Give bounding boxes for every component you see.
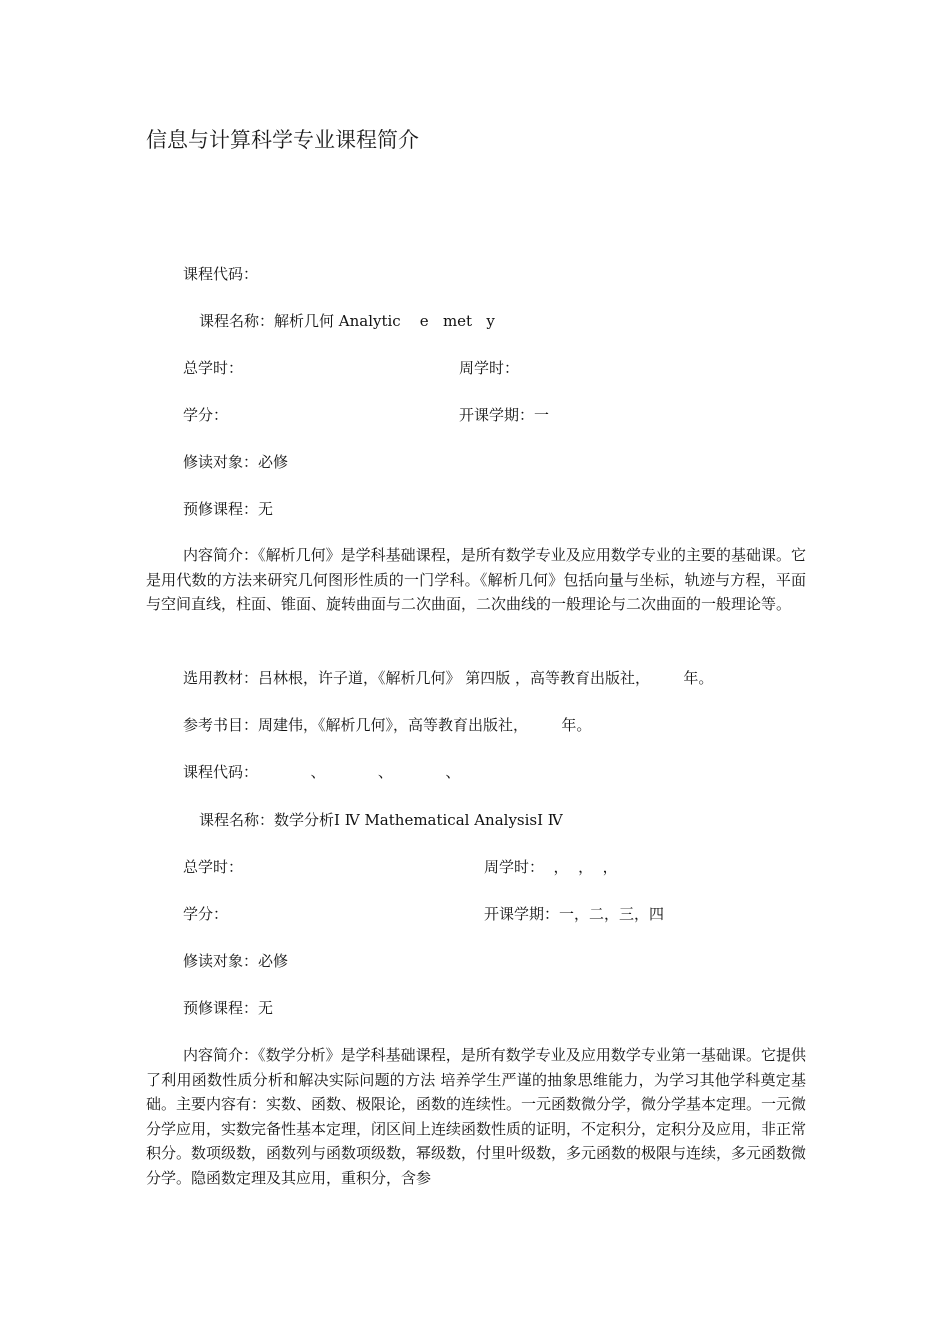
course1-total-hours: 总学时： <box>183 359 244 377</box>
course1-name: 课程名称：解析几何 Analytic e met y <box>199 312 495 330</box>
course2-code: 课程代码： 、 、 、 <box>183 763 461 781</box>
course2-total-hours: 总学时： <box>183 858 244 876</box>
course1-credits: 学分： <box>183 406 229 424</box>
course1-audience: 修读对象：必修 <box>183 453 289 471</box>
page-title: 信息与计算科学专业课程简介 <box>146 128 419 152</box>
course1-reference: 参考书目：周建伟，《解析几何》，高等教育出版社， 年。 <box>183 716 592 734</box>
course1-prereq: 预修课程：无 <box>183 500 274 518</box>
course2-prereq: 预修课程：无 <box>183 999 274 1017</box>
course1-code: 课程代码： <box>183 265 259 283</box>
course2-credits: 学分： <box>183 905 229 923</box>
course1-weekly-hours: 周学时： <box>459 359 520 377</box>
course2-weekly-hours: 周学时： ， ， ， <box>484 858 618 876</box>
course2-intro: 内容简介：《数学分析》是学科基础课程，是所有数学专业及应用数学专业第一基础课。它提供了利用函数性质分析和解决实际问题的方法 培养学生严谨的抽象思维能力，为学习其他学科奠定基础。主要内容有：实数、函数、极限论，函数的连续性。一元函数微分学，微分学基本定理。一元微分学应用，实数完备性基本定理，闭区间上连续函数性质的证明，不定积分，定积分及应用，非正常积分。数项级数，函数列与函数项级数，幂级数，付里叶级数，多元函数的极限与连续，多元函数微分学。隐函数定理及其应用，重积分，含参 <box>146 1046 807 1187</box>
course1-textbook: 选用教材：吕林根，许子道，《解析几何》 第四版 ，高等教育出版社， 年。 <box>183 669 714 687</box>
course2-semester: 开课学期：一，二，三，四 <box>484 905 665 923</box>
course1-intro: 内容简介：《解析几何》是学科基础课程，是所有数学专业及应用数学专业的主要的基础课。它是用代数的方法来研究几何图形性质的一门学科。《解析几何》包括向量与坐标，轨迹与方程，平面与空间直线，柱面、锥面、旋转曲面与二次曲面，二次曲线的一般理论与二次曲面的一般理论等。 <box>146 546 806 613</box>
course2-name: 课程名称：数学分析Ⅰ Ⅳ Mathematical AnalysisⅠ Ⅳ <box>199 811 563 829</box>
course1-semester: 开课学期：一 <box>459 406 550 424</box>
course2-audience: 修读对象：必修 <box>183 952 289 970</box>
